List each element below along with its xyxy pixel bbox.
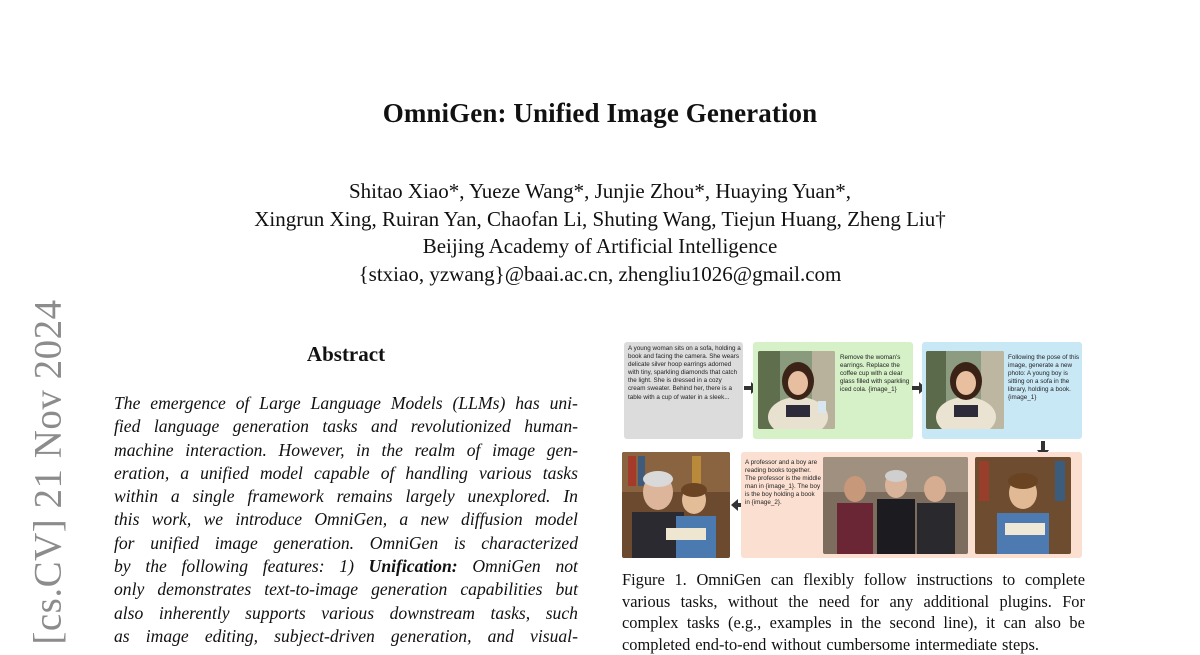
abstract-word: not: [555, 555, 577, 578]
abstract-word: only: [114, 578, 144, 601]
abstract-word: single: [193, 485, 235, 508]
caption-word: can: [1003, 612, 1026, 634]
abstract-word: largely: [405, 485, 454, 508]
abstract-word: by: [114, 555, 131, 578]
caption-word: end-to-end: [695, 634, 766, 655]
caption-word: 1.: [674, 569, 686, 591]
abstract-word: following: [182, 555, 248, 578]
caption-word: additional: [924, 591, 990, 613]
abstract-line: [114, 555, 578, 578]
abstract-word: such: [546, 602, 578, 625]
caption-word: OmniGen: [696, 569, 761, 591]
abstract-word: Unification:: [369, 555, 458, 578]
abstract-word: Language: [311, 392, 381, 415]
abstract-word: unexplored.: [468, 485, 551, 508]
abstract-word: tasks: [322, 415, 357, 438]
abstract-word: tasks: [543, 462, 578, 485]
abstract-word: OmniGen,: [314, 508, 387, 531]
abstract-word: image: [492, 439, 535, 462]
abstract-line: [114, 439, 578, 462]
caption-word: intermediate: [915, 634, 997, 655]
caption-line: [622, 612, 1085, 634]
caption-word: plugins.: [999, 591, 1051, 613]
abstract-word: 1): [339, 555, 354, 578]
abstract-heading: Abstract: [114, 342, 578, 367]
caption-word: cumbersome: [826, 634, 910, 655]
caption-word: tasks: [687, 612, 720, 634]
abstract-word: work,: [152, 508, 192, 531]
abstract-word: generation: [233, 415, 309, 438]
abstract-word: but: [555, 578, 577, 601]
abstract-word: of: [467, 439, 481, 462]
abstract-word: downstream: [390, 602, 475, 625]
boy-reading-photo: [975, 457, 1071, 554]
abstract-word: OmniGen: [370, 532, 438, 555]
abstract-word: capable: [314, 462, 370, 485]
abstract-word: realm: [415, 439, 455, 462]
abstract-word: machine: [114, 439, 174, 462]
figure-1: [620, 340, 1084, 562]
caption-word: complete: [1025, 569, 1085, 591]
abstract-word: supports: [245, 602, 306, 625]
abstract-word: human-: [524, 415, 578, 438]
abstract-line: [114, 508, 578, 531]
abstract-word: visual-: [530, 625, 578, 648]
abstract-word: for: [114, 532, 135, 555]
caption-word: line),: [943, 612, 977, 634]
abstract-word: language: [154, 415, 219, 438]
prompt-text-3: Following the pose of this image, generate a new photo: A young boy is sitting on a sofa in the library, holding a book. {image_1}: [1008, 354, 1080, 434]
caption-word: also: [1035, 612, 1061, 634]
abstract-word: the: [382, 439, 404, 462]
abstract-word: features:: [263, 555, 325, 578]
abstract-word: a: [399, 508, 408, 531]
authors-line-1: Shitao Xiao*, Yueze Wang*, Junjie Zhou*, Huaying Yuan*,: [0, 178, 1200, 206]
caption-word: follow: [864, 569, 907, 591]
caption-word: without: [771, 634, 821, 655]
caption-word: the: [788, 591, 808, 613]
abstract-word: editing,: [205, 625, 258, 648]
abstract-line: [114, 532, 578, 555]
abstract-word: in: [356, 439, 370, 462]
abstract-word: However,: [279, 439, 345, 462]
caption-word: for: [860, 591, 879, 613]
caption-word: without: [728, 591, 778, 613]
abstract-word: eration,: [114, 462, 169, 485]
caption-word: steps.: [1002, 634, 1039, 655]
abstract-word: generation: [371, 578, 447, 601]
abstract-word: fied: [114, 415, 140, 438]
abstract-word: Models: [391, 392, 443, 415]
abstract-word: of: [381, 462, 395, 485]
abstract-word: Large: [259, 392, 300, 415]
abstract-line: [114, 462, 578, 485]
abstract-word: we: [204, 508, 224, 531]
caption-word: complex: [622, 612, 678, 634]
abstract-word: and: [488, 625, 514, 648]
abstract-word: In: [563, 485, 578, 508]
caption-word: completed: [622, 634, 690, 655]
abstract-word: framework: [247, 485, 323, 508]
abstract-word: tasks,: [491, 602, 531, 625]
prompt-text-1: A young woman sits on a sofa, holding a book and facing the camera. She wears delicate silver hoop earrings adorned with tiny, sparkling diamonds that catch the light. She is dressed in a cozy cream sweater. Behind her, there is a table with a cup of water in a sleek...: [628, 345, 741, 435]
prompt-text-4: A professor and a boy are reading books together. The professor is the middle man in {image_1}. The boy is the boy holding a book in {image_2}.: [745, 459, 821, 554]
abstract-line: [114, 392, 578, 415]
caption-word: need: [819, 591, 850, 613]
abstract-word: is: [454, 532, 466, 555]
abstract-body: [114, 392, 578, 648]
abstract-line: [114, 578, 578, 601]
abstract-word: The: [114, 392, 140, 415]
abstract-word: image: [215, 532, 258, 555]
woman-photo-edit: [758, 351, 835, 429]
abstract-word: as: [114, 625, 130, 648]
caption-word: instructions: [916, 569, 993, 591]
abstract-word: also: [114, 602, 143, 625]
abstract-word: capabilities: [460, 578, 542, 601]
abstract-word: a: [171, 485, 180, 508]
abstract-word: new: [420, 508, 448, 531]
abstract-word: this: [114, 508, 139, 531]
abstract-word: a: [180, 462, 189, 485]
abstract-word: of: [236, 392, 250, 415]
abstract-word: (LLMs): [453, 392, 506, 415]
caption-word: to: [1002, 569, 1015, 591]
paper-title: OmniGen: Unified Image Generation: [0, 98, 1200, 129]
abstract-word: image: [146, 625, 189, 648]
abstract-word: OmniGen: [472, 555, 540, 578]
caption-line: [622, 591, 1085, 613]
author-block: [0, 178, 1200, 288]
professor-boy-output-photo: [622, 452, 730, 558]
abstract-word: various: [479, 462, 532, 485]
abstract-word: diffusion: [461, 508, 523, 531]
caption-line: [622, 634, 1085, 655]
abstract-word: model: [535, 508, 578, 531]
abstract-word: subject-driven: [274, 625, 375, 648]
abstract-word: demonstrates: [157, 578, 251, 601]
abstract-line: [114, 602, 578, 625]
abstract-word: and: [371, 415, 397, 438]
abstract-word: unified: [200, 462, 249, 485]
abstract-word: revolutionized: [411, 415, 511, 438]
abstract-word: remains: [337, 485, 393, 508]
caption-line: [622, 569, 1085, 591]
abstract-word: handling: [405, 462, 468, 485]
abstract-word: emergence: [150, 392, 226, 415]
caption-word: For: [1062, 591, 1085, 613]
authors-line-2: Xingrun Xing, Ruiran Yan, Chaofan Li, Shuting Wang, Tiejun Huang, Zheng Liu†: [0, 206, 1200, 234]
abstract-word: gen-: [547, 439, 578, 462]
emails: {stxiao, yzwang}@baai.ac.cn, zhengliu1026@gmail.com: [0, 261, 1200, 289]
caption-word: be: [1069, 612, 1084, 634]
abstract-line: [114, 625, 578, 648]
abstract-word: characterized: [481, 532, 578, 555]
arxiv-stamp: [cs.CV] 21 Nov 2024: [26, 299, 71, 644]
caption-word: (e.g.,: [728, 612, 761, 634]
caption-word: examples: [770, 612, 832, 634]
abstract-word: within: [114, 485, 158, 508]
caption-word: second: [890, 612, 936, 634]
abstract-word: text-to-image: [264, 578, 358, 601]
caption-word: tasks,: [681, 591, 718, 613]
caption-word: in: [840, 612, 853, 634]
abstract-word: uni-: [550, 392, 578, 415]
three-men-photo: [823, 457, 968, 554]
abstract-word: the: [145, 555, 167, 578]
abstract-line: [114, 415, 578, 438]
abstract-word: model: [260, 462, 303, 485]
caption-word: flexibly: [803, 569, 854, 591]
abstract-word: interaction.: [185, 439, 267, 462]
abstract-word: generation.: [273, 532, 354, 555]
abstract-word: has: [515, 392, 539, 415]
abstract-word: introduce: [235, 508, 302, 531]
caption-word: any: [890, 591, 914, 613]
caption-word: the: [861, 612, 881, 634]
abstract-word: various: [321, 602, 374, 625]
caption-word: various: [622, 591, 670, 613]
caption-word: can: [771, 569, 794, 591]
abstract-word: unified: [150, 532, 199, 555]
prompt-text-2: Remove the woman's earrings. Replace the coffee cup with a clear glass filled with sparkling iced cola. {image_1}: [840, 354, 910, 434]
abstract-word: inherently: [159, 602, 230, 625]
caption-word: Figure: [622, 569, 665, 591]
abstract-word: generation,: [391, 625, 472, 648]
caption-word: it: [986, 612, 995, 634]
affiliation: Beijing Academy of Artificial Intelligence: [0, 233, 1200, 261]
figure-caption: [622, 569, 1085, 655]
woman-photo-pose: [926, 351, 1004, 429]
abstract-line: [114, 485, 578, 508]
